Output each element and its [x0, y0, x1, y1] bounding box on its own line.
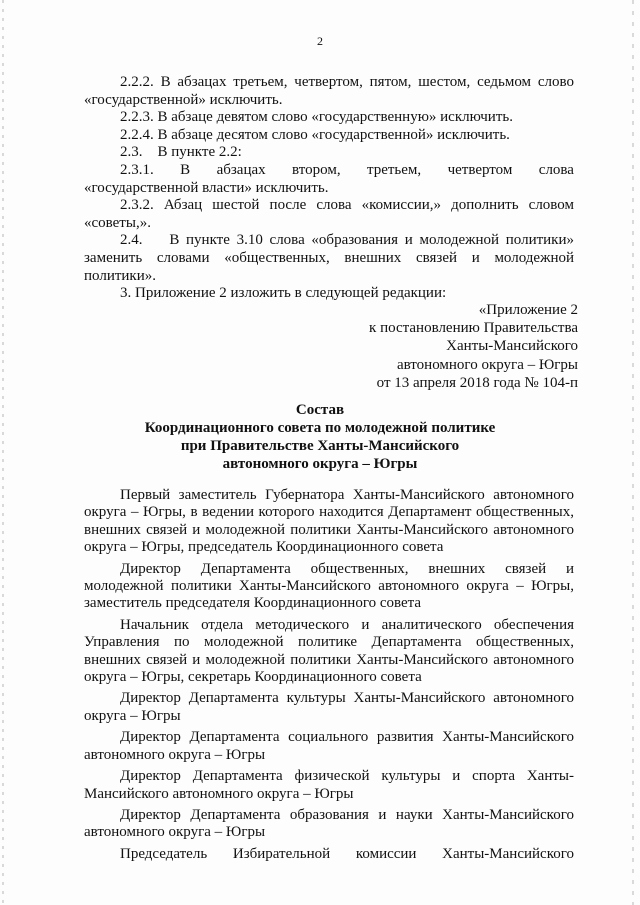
word: четвертом: [447, 161, 513, 178]
word: В: [180, 161, 191, 178]
member-entry: Директор Департамента общественных, внешних связей и молодежной политики Ханты-Мансийского автономного округа – Югры, заместитель председателя Координационного совета: [84, 560, 574, 612]
paragraph-2-3: 2.3. В пункте 2.2:: [120, 144, 242, 161]
title-line: Координационного совета по молодежной политике: [144, 420, 496, 436]
appendix-header: [369, 301, 578, 392]
word: 2.3.1.: [120, 161, 154, 178]
paragraph-2-2-4: 2.2.4. В абзаце десятом слово «государственной» исключить.: [120, 126, 510, 143]
council-title: [0, 401, 640, 473]
word: слова: [538, 161, 574, 178]
member-entry: Начальник отдела методического и аналитического обеспечения Управления по молодежной политике Департамента общественных, внешних связей и молодежной политики Ханты-Мансийского автономного округа – Югры, секретарь Координационного совета: [84, 616, 574, 686]
paragraph-2-2-3: 2.2.3. В абзаце девятом слово «государственную» исключить.: [120, 109, 513, 126]
member-entry: Директор Департамента образования и науки Ханты-Мансийского автономного округа – Югры: [84, 806, 574, 841]
title-line: при Правительстве Ханты-Мансийского: [180, 438, 460, 454]
title-line: Состав: [295, 402, 345, 418]
page-number: 2: [317, 34, 323, 48]
word: третьем,: [366, 161, 422, 178]
word: втором,: [292, 161, 341, 178]
member-entry: Первый заместитель Губернатора Ханты-Мансийского автономного округа – Югры, в ведении которого находится Департамент общественных, внешних связей и молодежной политики Ханты-Мансийского автономного округа – Югры, председатель Координационного совета: [84, 487, 574, 556]
member-entry: Директор Департамента физической культуры и спорта Ханты-Мансийского автономного округа – Югры: [84, 768, 574, 802]
paragraph-2-3-1-continuation: «государственной власти» исключить.: [84, 179, 329, 196]
title-line: автономного округа – Югры: [222, 456, 418, 472]
word: абзацах: [216, 161, 266, 178]
council-members-list: [84, 487, 574, 867]
paragraph-2-3-1-first-line: [84, 162, 574, 180]
appendix-line: Ханты-Мансийского: [446, 338, 578, 355]
appendix-line: от 13 апреля 2018 года № 104-п: [376, 374, 578, 391]
paragraph-3: 3. Приложение 2 изложить в следующей редакции:: [120, 285, 447, 302]
member-entry: Директор Департамента культуры Ханты-Мансийского автономного округа – Югры: [84, 690, 574, 724]
amendments-block: [84, 74, 578, 303]
appendix-line: автономного округа – Югры: [396, 356, 578, 373]
paragraph-2-4: 2.4. В пункте 3.10 слова «образования и молодежной политики» заменить словами «общественных, внешних связей и молодежной политики».: [84, 232, 578, 284]
member-entry: Председатель Избирательной комиссии Ханты-Мансийского: [120, 845, 574, 862]
paragraph-2-3-2: 2.3.2. Абзац шестой после слова «комиссии,» дополнить словом «советы,».: [84, 197, 574, 231]
paragraph-2-2-2: 2.2.2. В абзацах третьем, четвертом, пятом, шестом, седьмом слово «государственной» исключить.: [84, 74, 574, 108]
appendix-line: к постановлению Правительства: [369, 320, 578, 337]
appendix-line: «Приложение 2: [478, 302, 578, 318]
member-entry: Директор Департамента социального развития Ханты-Мансийского автономного округа – Югры: [84, 729, 574, 763]
